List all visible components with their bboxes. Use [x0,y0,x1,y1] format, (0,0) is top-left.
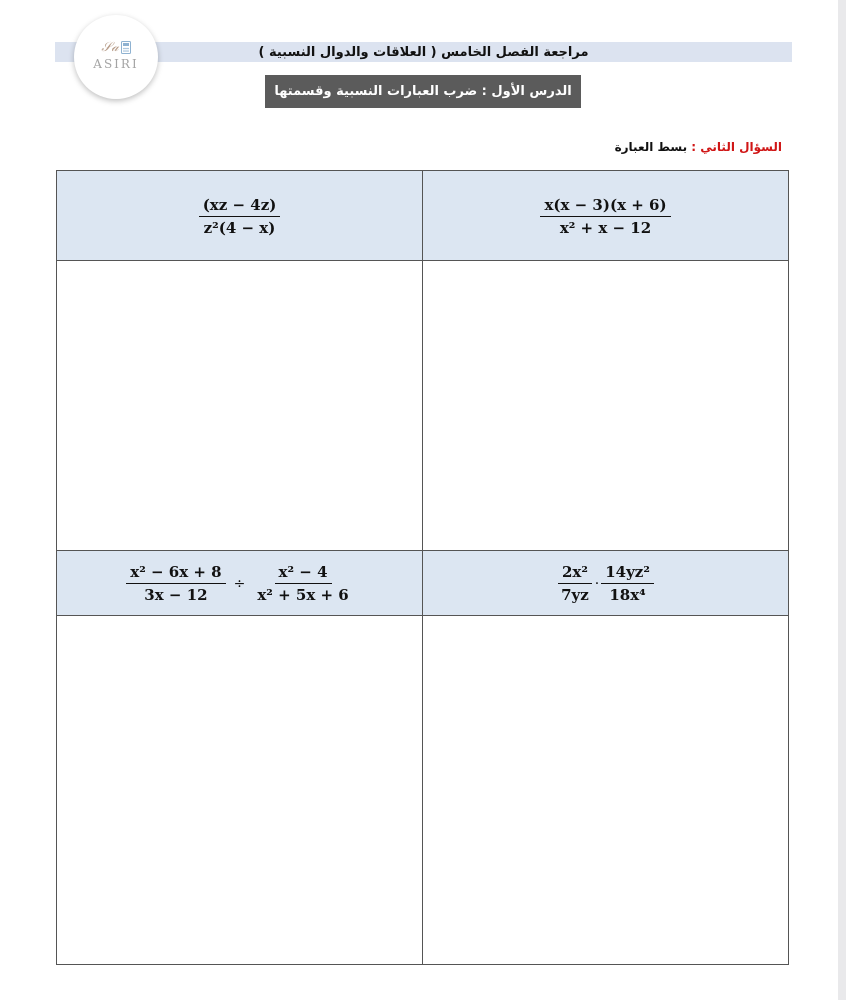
table-row [57,551,789,616]
problem-cell-3 [423,551,789,616]
answer-area-2[interactable] [57,261,423,551]
problem-3-expression [557,563,654,604]
calculator-icon [121,41,131,54]
problem-cell-2 [57,171,423,261]
problem-4-right-denominator: x² + 5x + 6 [257,586,349,604]
lesson-title-text: الدرس الأول : ضرب العبارات النسبية وقسمتها [274,84,572,99]
problem-1-numerator: x(x − 3)(x + 6) [540,196,670,217]
lesson-title [265,75,581,108]
chapter-title [55,42,792,62]
problem-4-left-denominator: 3x − 12 [144,586,208,604]
problem-2-numerator: (xz − 4z) [199,196,281,217]
question-heading [615,140,782,154]
problem-cell-1 [423,171,789,261]
problem-4-right-numerator: x² − 4 [275,563,332,584]
problem-3-left-numerator: 2x² [558,563,592,584]
problem-4-left-numerator: x² − 6x + 8 [126,563,225,584]
problem-2-denominator: z²(4 − x) [203,218,276,237]
problem-4-expression [126,563,352,604]
table-row [57,171,789,261]
answer-area-1[interactable] [423,261,789,551]
problem-1-expression [540,196,670,237]
problem-cell-4 [57,551,423,616]
multiply-operator: · [594,575,600,592]
question-text: بسط العبارة [614,140,688,154]
problem-1-denominator: x² + x − 12 [559,218,652,237]
logo [74,15,158,99]
table-row [57,616,789,965]
problem-3-right-numerator: 14yz² [601,563,654,584]
problem-3-right-denominator: 18x⁴ [609,586,646,604]
logo-text: ASIRI [93,56,139,71]
answer-area-3[interactable] [423,616,789,965]
problem-3-left-denominator: 7yz [561,586,589,604]
logo-signature: 𝒮𝒶 [101,40,130,55]
divide-operator: ÷ [233,575,246,592]
table-row [57,261,789,551]
problems-table [56,170,789,965]
problem-2-expression [199,196,281,237]
question-label: السؤال الثاني : [691,140,782,154]
answer-area-4[interactable] [57,616,423,965]
chapter-title-text: مراجعة الفصل الخامس ( العلاقات والدوال النسبية ) [258,44,589,60]
